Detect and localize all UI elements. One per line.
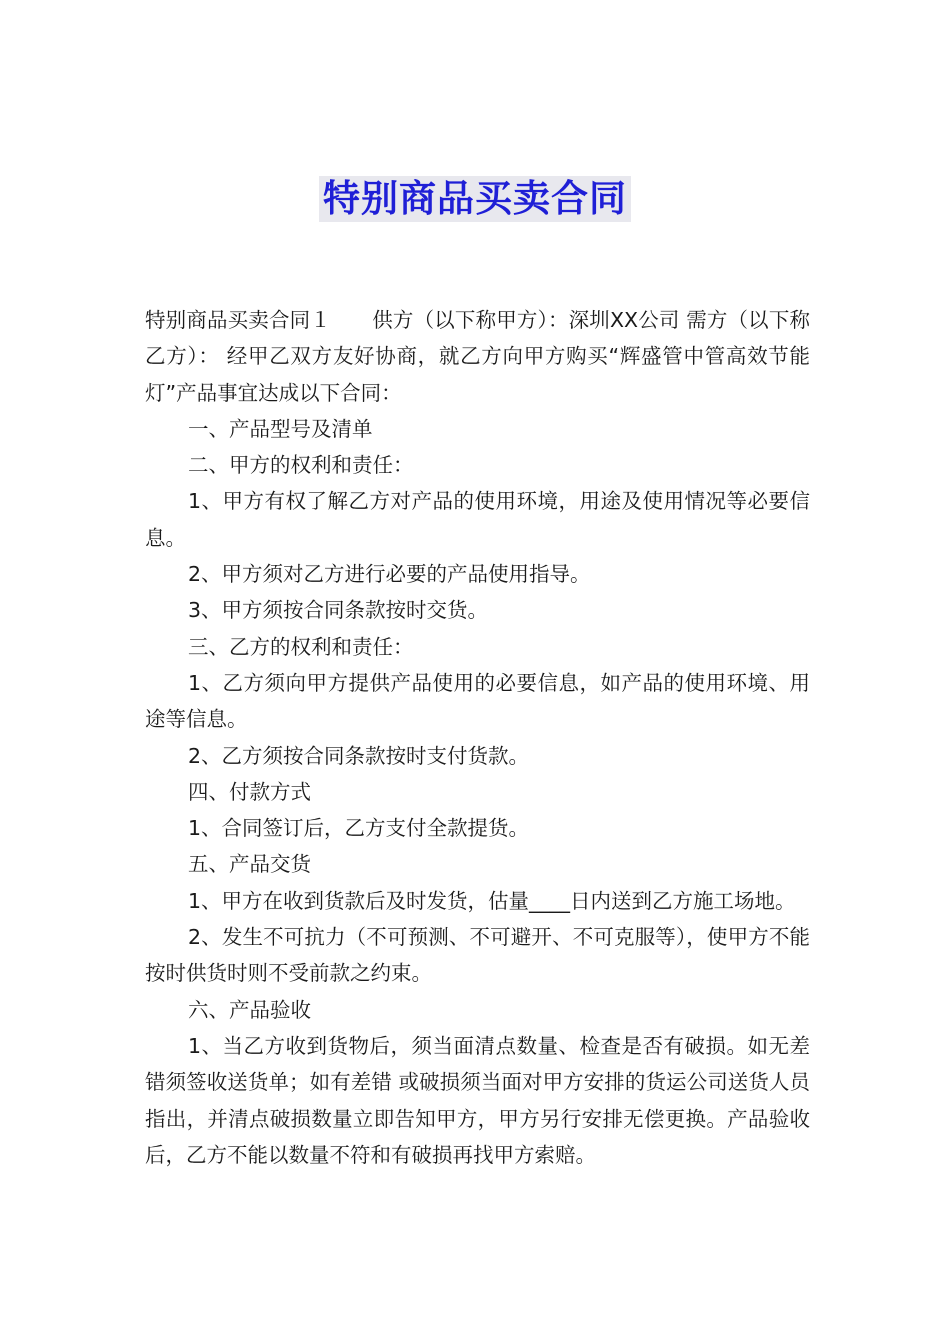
paragraph-4-1: 1、合同签订后，乙方支付全款提货。 [188, 816, 530, 841]
section-heading-5: 五、产品交货 [188, 852, 311, 877]
paragraph-6-1: 1、当乙方收到货物后，须当面清点数量、检查是否有破损。如无差错须签收送货单；如有差错 或破损须当面对甲方安排的货运公司送货人员指出，并清点破损数量立即告知甲方，甲方另行安排无偿更换。产品验收后，乙方不能以数量不符和有破损再找甲方索赔。 [145, 1033, 810, 1167]
paragraph-3-2: 2、乙方须按合同条款按时支付货款。 [188, 743, 530, 768]
section-heading-4: 四、付款方式 [188, 779, 311, 804]
section-heading-3: 三、乙方的权利和责任： [188, 634, 414, 659]
section-heading-1: 一、产品型号及清单 [188, 416, 373, 441]
document-title: 特别商品买卖合同 [319, 176, 631, 222]
paragraph-intro: 特别商品买卖合同１ 供方（以下称甲方）：深圳XX公司 需方（以下称乙方）： 经甲乙双方友好协商，就乙方向甲方购买“辉盛管中管高效节能灯”产品事宜达成以下合同： [145, 308, 810, 405]
paragraph-2-3: 3、甲方须按合同条款按时交货。 [188, 598, 489, 623]
section-heading-2: 二、甲方的权利和责任： [188, 453, 414, 478]
title-container [0, 176, 950, 222]
section-heading-6: 六、产品验收 [188, 997, 311, 1022]
paragraph-5-2: 2、发生不可抗力（不可预测、不可避开、不可克服等），使甲方不能按时供货时则不受前款之约束。 [145, 925, 810, 986]
paragraph-2-1: 1、甲方有权了解乙方对产品的使用环境，用途及使用情况等必要信息。 [145, 489, 810, 550]
paragraph-3-1: 1、乙方须向甲方提供产品使用的必要信息，如产品的使用环境、用途等信息。 [145, 670, 810, 732]
paragraph-2-2: 2、甲方须对乙方进行必要的产品使用指导。 [188, 562, 591, 587]
document-body [145, 302, 810, 1173]
paragraph-5-1: 1、甲方在收到货款后及时发货，估量____日内送到乙方施工场地。 [188, 888, 796, 913]
